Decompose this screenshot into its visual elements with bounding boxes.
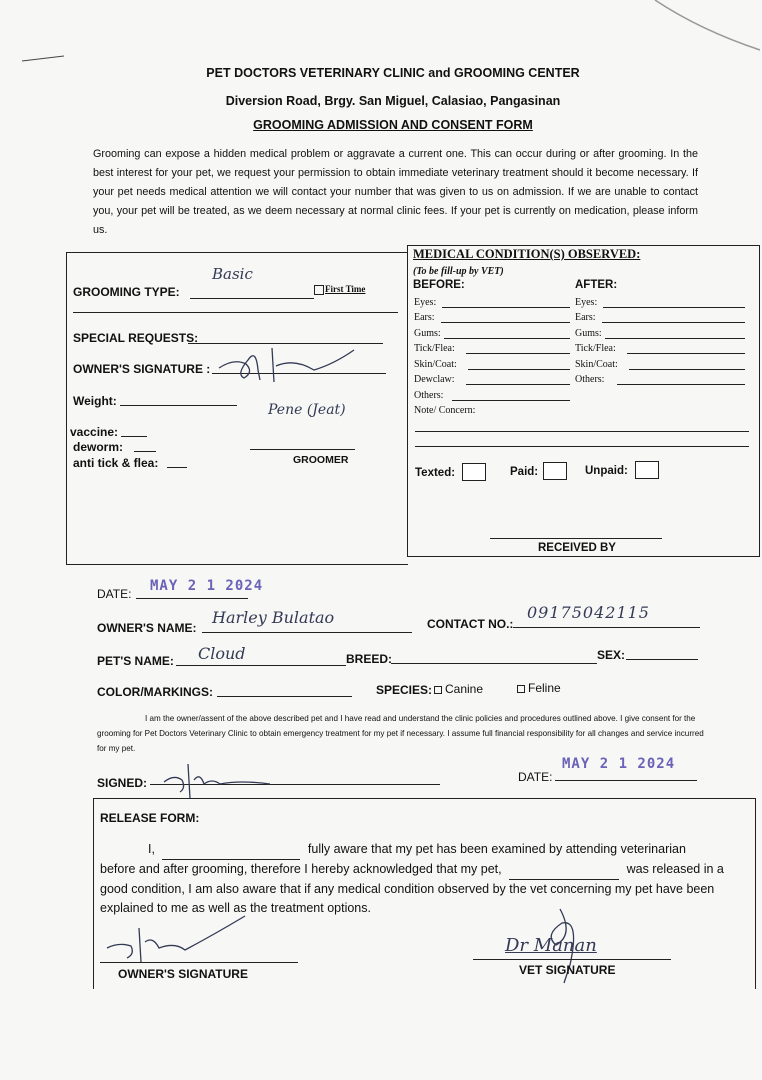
after-item-label: Eyes:	[575, 297, 598, 308]
paid-label: Paid:	[510, 466, 539, 478]
vet-signature-label: VET SIGNATURE	[519, 963, 616, 977]
owners-name-label: OWNER'S NAME:	[97, 621, 197, 635]
grooming-type-label: GROOMING TYPE:	[73, 285, 180, 299]
feline-label: Feline	[528, 681, 561, 695]
release-owner-blank[interactable]	[162, 840, 300, 860]
medical-note: (To be fill-up by VET)	[413, 266, 504, 277]
special-requests-label: SPECIAL REQUESTS:	[73, 331, 199, 345]
after-item-label: Others:	[575, 374, 605, 385]
release-part3: was released in a	[626, 862, 724, 876]
pets-name-line[interactable]	[176, 665, 346, 666]
before-item-line[interactable]	[466, 384, 570, 385]
release-i-label: I,	[148, 842, 155, 856]
after-item-line[interactable]	[617, 384, 745, 385]
after-item-line[interactable]	[605, 338, 745, 339]
pets-name-value[interactable]: Cloud	[198, 644, 246, 663]
before-label: BEFORE:	[413, 279, 465, 291]
owners-signature-label: OWNER'S SIGNATURE :	[73, 362, 211, 376]
after-item-line[interactable]	[627, 353, 745, 354]
sex-line[interactable]	[626, 659, 698, 660]
groomer-line	[250, 449, 355, 450]
date-line[interactable]	[136, 598, 248, 599]
after-label: AFTER:	[575, 279, 618, 291]
received-by-line[interactable]	[490, 538, 662, 539]
weight-line[interactable]	[120, 405, 237, 406]
feline-checkbox[interactable]	[517, 685, 525, 693]
note-line-1[interactable]	[415, 431, 749, 432]
received-by-label: RECEIVED BY	[538, 542, 616, 554]
consent-date-label: DATE:	[518, 770, 553, 784]
pets-name-label: PET'S NAME:	[97, 654, 174, 668]
after-item-label: Ears:	[575, 312, 596, 323]
before-item-label: Eyes:	[414, 297, 437, 308]
grooming-extra-line	[73, 312, 398, 313]
release-part5: explained to me as well as the treatment options.	[100, 901, 371, 915]
page-corner-mark	[0, 0, 762, 70]
canine-option[interactable]	[434, 682, 483, 696]
breed-line[interactable]	[391, 663, 597, 664]
after-item-line[interactable]	[602, 322, 745, 323]
paid-checkbox[interactable]	[543, 462, 567, 480]
before-item-line[interactable]	[442, 307, 570, 308]
release-title: RELEASE FORM:	[100, 811, 200, 825]
first-time-checkbox[interactable]	[314, 285, 324, 295]
release-part2: before and after grooming, therefore I hereby acknowledged that my pet,	[100, 862, 502, 876]
feline-option[interactable]	[517, 681, 561, 695]
vaccine-line[interactable]	[121, 436, 147, 437]
unpaid-label: Unpaid:	[585, 465, 628, 477]
weight-label: Weight:	[73, 394, 117, 408]
before-item-label: Gums:	[414, 328, 441, 339]
release-owner-signature-label: OWNER'S SIGNATURE	[118, 967, 248, 981]
unpaid-checkbox[interactable]	[635, 461, 659, 479]
after-item-label: Tick/Flea:	[575, 343, 616, 354]
deworm-line[interactable]	[134, 451, 156, 452]
release-part1: fully aware that my pet has been examined by attending veterinarian	[307, 842, 686, 856]
sex-label: SEX:	[597, 648, 626, 662]
owners-name-value[interactable]: Harley Bulatao	[212, 608, 335, 627]
contact-label: CONTACT NO.:	[427, 617, 514, 631]
form-title: GROOMING ADMISSION AND CONSENT FORM	[253, 118, 533, 132]
vet-signature-line[interactable]	[473, 959, 671, 960]
release-text	[100, 840, 750, 918]
consent-text: I am the owner/assent of the above described pet and I have read and understand the clinic policies and procedures outlined above. I give consent for the grooming for Pet Doctors Veterinary Clinic to obtain emergency treatment for my pet if necessary. I assume full financial responsibility for all changes and service incurred for my pet.	[97, 714, 704, 753]
release-owner-signature-scribble-icon	[105, 912, 255, 967]
before-item-line[interactable]	[468, 369, 570, 370]
breed-label: BREED:	[346, 652, 393, 666]
date-stamp: MAY 2 1 2024	[150, 578, 264, 594]
before-item-line[interactable]	[444, 338, 570, 339]
release-part4: good condition, I am also aware that if any medical condition observed by the vet concerning my pet have been	[100, 882, 715, 896]
clinic-address: Diversion Road, Brgy. San Miguel, Calasiao, Pangasinan	[225, 94, 561, 108]
canine-checkbox[interactable]	[434, 686, 442, 694]
first-time-label: First Time	[325, 284, 366, 294]
signed-signature-scribble-icon	[160, 760, 280, 800]
color-markings-line[interactable]	[217, 696, 352, 697]
consent-date-line[interactable]	[555, 780, 697, 781]
vaccine-label: vaccine:	[70, 425, 119, 439]
color-markings-label: COLOR/MARKINGS:	[97, 685, 213, 699]
note-line-2[interactable]	[415, 446, 749, 447]
contact-value[interactable]: 09175042115	[527, 603, 650, 622]
consent-date-stamp: MAY 2 1 2024	[562, 756, 676, 772]
anti-tick-line[interactable]	[167, 467, 187, 468]
signed-label: SIGNED:	[97, 776, 148, 790]
owner-signature-scribble-icon	[214, 340, 364, 390]
before-item-label: Tick/Flea:	[414, 343, 455, 354]
before-item-label: Others:	[414, 390, 444, 401]
groomer-name: Pene (Jeat)	[268, 402, 346, 418]
after-item-label: Skin/Coat:	[575, 359, 618, 370]
before-item-label: Ears:	[414, 312, 435, 323]
owners-name-line[interactable]	[202, 632, 412, 633]
after-item-line[interactable]	[629, 369, 745, 370]
before-item-line[interactable]	[441, 322, 570, 323]
before-item-label: Note/ Concern:	[414, 405, 476, 416]
release-owner-signature-line[interactable]	[100, 962, 298, 963]
before-item-label: Skin/Coat:	[414, 359, 457, 370]
deworm-label: deworm:	[73, 440, 124, 454]
canine-label: Canine	[445, 682, 484, 696]
texted-label: Texted:	[415, 467, 456, 479]
before-item-line[interactable]	[452, 400, 570, 401]
grooming-type-line	[190, 298, 314, 299]
clinic-name: PET DOCTORS VETERINARY CLINIC and GROOMING CENTER	[206, 66, 580, 80]
after-item-line[interactable]	[603, 307, 745, 308]
before-item-label: Dewclaw:	[414, 374, 455, 385]
medical-title: MEDICAL CONDITION(S) OBSERVED:	[413, 247, 641, 261]
before-item-line[interactable]	[466, 353, 570, 354]
medical-panel	[407, 245, 760, 557]
intro-paragraph: Grooming can expose a hidden medical problem or aggravate a current one. This can occur during or after grooming. In the best interest for your pet, we request your permission to obtain immediate veterinary treatment should it become necessary. If your pet needs medical attention we will contact your number that was given to us on admission. If we are unable to contact you, your pet will be treated, as we deem necessary at normal clinic fees. If your pet is currently on medication, please inform us.	[93, 148, 698, 236]
grooming-type-value[interactable]: Basic	[212, 265, 253, 283]
vet-signature-text: Dr Manan	[505, 935, 597, 956]
groomer-label: GROOMER	[293, 454, 349, 466]
after-item-label: Gums:	[575, 328, 602, 339]
texted-checkbox[interactable]	[462, 463, 486, 481]
anti-tick-label: anti tick & flea:	[73, 456, 159, 470]
date-label: DATE:	[97, 587, 132, 601]
species-label: SPECIES:	[376, 683, 433, 697]
release-pet-blank[interactable]	[509, 860, 619, 880]
contact-line[interactable]	[513, 627, 700, 628]
